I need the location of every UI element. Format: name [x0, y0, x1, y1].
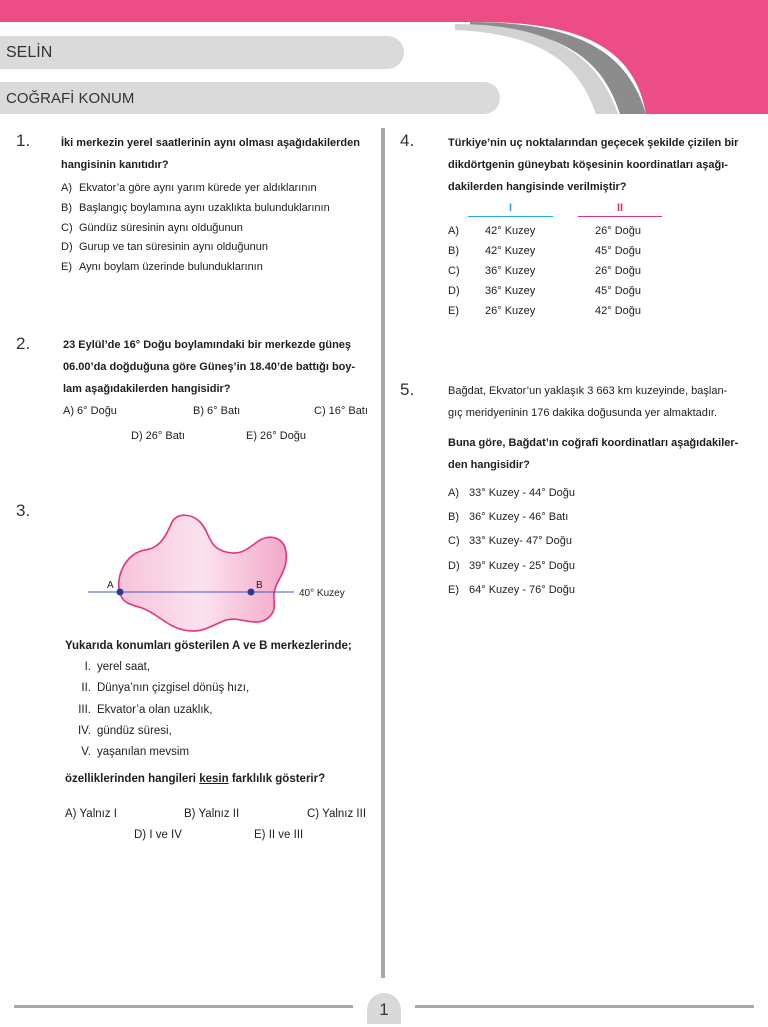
roman-item: II. Dünya’nın çizgisel dönüş hızı,	[81, 682, 250, 695]
question-4-stem	[448, 132, 738, 198]
question-5-text-line: Bağdat, Ekvator’un yaklaşık 3 663 km kuzeyinde, başlan-	[448, 385, 728, 397]
table-row[interactable]: E) 26° Kuzey 42° Doğu	[448, 305, 641, 317]
page-number: 1	[367, 993, 401, 1024]
question-4-stem-line: Türkiye’nin uç noktalarından geçecek şekilde çizilen bir	[448, 137, 739, 149]
option[interactable]: E) Aynı boylam üzerinde bulunduklarının	[61, 261, 263, 274]
option-e[interactable]: E) 26° Doğu	[246, 430, 307, 442]
roman-item: V. yaşanılan mevsim	[81, 746, 190, 759]
option-c[interactable]: C) 16° Batı	[314, 405, 368, 417]
option-d[interactable]: D) I ve IV	[134, 829, 182, 841]
question-1-stem-line: İki merkezin yerel saatlerinin aynı olması aşağıdakilerden	[61, 137, 360, 149]
question-1-options	[61, 182, 330, 281]
roman-item: III. Ekvator’a olan uzaklık,	[78, 703, 213, 716]
topic-title: COĞRAFİ KONUM	[6, 89, 135, 107]
question-5-options	[448, 487, 575, 608]
question-5-text-line: gıç meridyeninin 176 dakika doğusunda yer almaktadır.	[448, 407, 718, 419]
table-row[interactable]: C) 36° Kuzey 26° Doğu	[448, 265, 641, 277]
question-4-stem-line: dikdörtgenin güneybatı köşesinin koordinatları aşağı-	[448, 159, 728, 171]
country-map-figure	[80, 508, 380, 638]
table-row[interactable]: B) 42° Kuzey 45° Doğu	[448, 245, 641, 257]
question-5-stem-line: Buna göre, Bağdat’ın coğrafi koordinatları aşağıdakiler-	[448, 437, 739, 449]
option[interactable]: D) 39° Kuzey - 25° Doğu	[448, 559, 576, 572]
point-b-marker	[248, 589, 255, 596]
question-5-stem-line: den hangisidir?	[448, 459, 530, 471]
question-3-question: özelliklerinden hangileri kesin farklılık gösterir?	[65, 773, 326, 785]
option-a[interactable]: A) Yalnız I	[65, 808, 117, 820]
latitude-label: 40° Kuzey	[299, 588, 345, 599]
point-b-label: B	[256, 580, 263, 591]
point-a-label: A	[107, 580, 114, 591]
option-b[interactable]: B) 6° Batı	[193, 405, 241, 417]
footer-rule-right	[415, 1005, 754, 1008]
option-d[interactable]: D) 26° Batı	[131, 430, 185, 442]
option[interactable]: B) Başlangıç boylamına aynı uzaklıkta bulunduklarının	[61, 201, 330, 214]
option[interactable]: C) Gündüz süresinin aynı olduğunun	[61, 221, 243, 234]
question-4-number: 4.	[400, 131, 415, 150]
option[interactable]: D) Gurup ve tan süresinin aynı olduğunun	[61, 241, 268, 254]
coordinate-options-table	[448, 221, 641, 321]
table-row[interactable]: A) 42° Kuzey 26° Doğu	[448, 225, 641, 237]
question-5-text	[448, 380, 727, 424]
question-2-number: 2.	[16, 334, 31, 353]
question-3-number: 3.	[16, 501, 31, 520]
option[interactable]: E) 64° Kuzey - 76° Doğu	[448, 583, 576, 596]
topic-bar	[0, 82, 500, 114]
roman-item: IV. gündüz süresi,	[77, 724, 172, 737]
question-1-stem-line: hangisinin kanıtıdır?	[61, 159, 169, 171]
question-2-stem-line: 23 Eylül’de 16° Doğu boylamındaki bir merkezde güneş	[63, 339, 352, 351]
question-1-number: 1.	[16, 131, 31, 150]
option[interactable]: A) Ekvator’a göre aynı yarım kürede yer aldıklarının	[61, 182, 317, 194]
question-5-number: 5.	[400, 380, 415, 399]
question-4-stem-line: dakilerden hangisinde verilmiştir?	[448, 181, 627, 193]
question-3-intro: Yukarıda konumları gösterilen A ve B merkezlerinde;	[65, 640, 352, 652]
question-2-stem-line: 06.00’da doğduğuna göre Güneş’in 18.40’de battığı boy-	[63, 361, 356, 373]
column-divider	[381, 128, 385, 978]
option-e[interactable]: E) II ve III	[254, 829, 304, 841]
country-shape	[119, 515, 287, 631]
point-a-marker	[117, 589, 124, 596]
option-b[interactable]: B) Yalnız II	[184, 808, 240, 820]
student-name: SELİN	[6, 43, 53, 61]
student-name-bar	[0, 36, 404, 69]
question-2-stem-line: lam aşağıdakilerden hangisidir?	[63, 383, 231, 395]
column-header-ii: II	[578, 202, 662, 217]
option-a[interactable]: A) 6° Doğu	[63, 405, 117, 417]
column-header-i: I	[468, 202, 553, 217]
emphasized-word: kesin	[199, 773, 229, 785]
question-5-stem	[448, 432, 738, 476]
question-3-items	[65, 661, 249, 767]
option-c[interactable]: C) Yalnız III	[307, 808, 367, 820]
option[interactable]: B) 36° Kuzey - 46° Batı	[448, 511, 569, 524]
footer-rule-left	[14, 1005, 353, 1008]
table-row[interactable]: D) 36° Kuzey 45° Doğu	[448, 285, 641, 297]
option[interactable]: C) 33° Kuzey- 47° Doğu	[448, 535, 572, 548]
option[interactable]: A) 33° Kuzey - 44° Doğu	[448, 487, 576, 499]
question-1-stem	[61, 132, 360, 176]
question-2-stem	[63, 334, 355, 400]
roman-item: I. yerel saat,	[84, 661, 151, 673]
